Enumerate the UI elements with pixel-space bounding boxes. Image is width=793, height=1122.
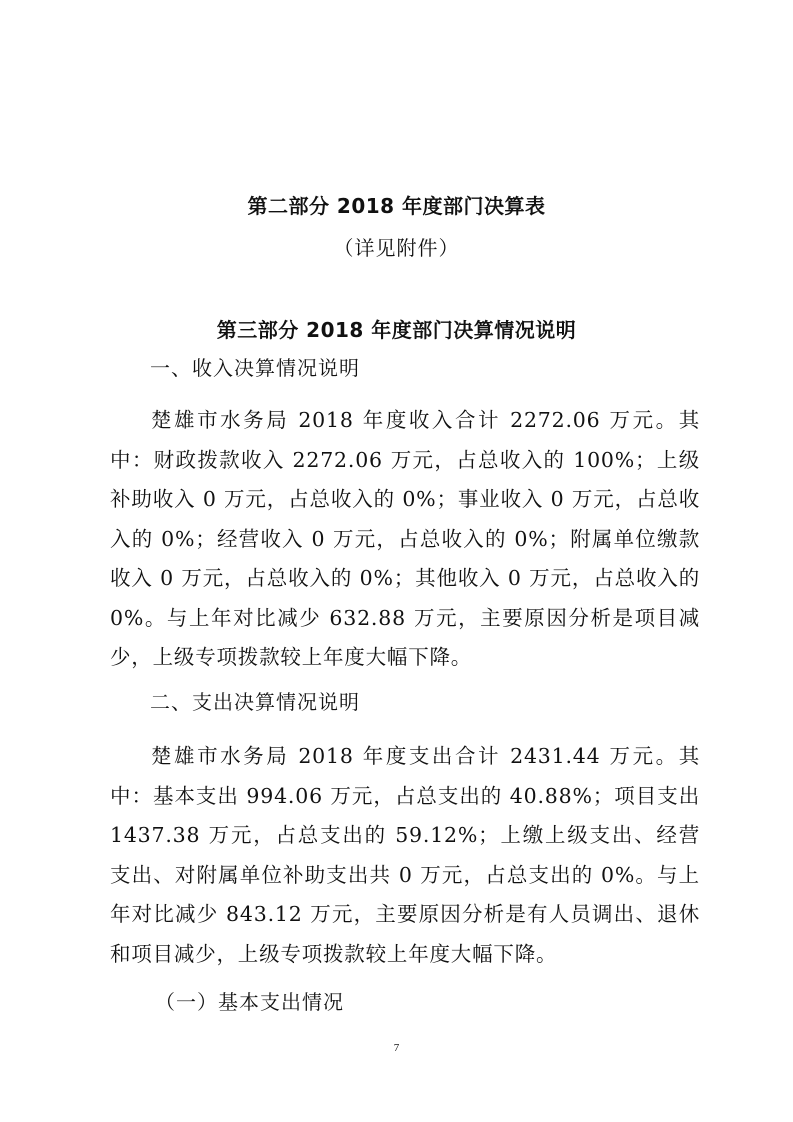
income-paragraph: 楚雄市水务局 2018 年度收入合计 2272.06 万元。其中：财政拨款收入 2272.06 万元，占总收入的 100%；上级补助收入 0 万元，占总收入的 0%；事业收入 0 万元，占总收入的 0%；经营收入 0 万元，占总收入的 0%；附属单位缴款收入 0 万元，占总收入的 0%；其他收入 0 万元，占总收入的 0%。与上年对比减少 632.88 万元，主要原因分析是项目减少，上级专项拨款较上年度大幅下降。 bbox=[110, 408, 700, 669]
expenditure-paragraph: 楚雄市水务局 2018 年度支出合计 2431.44 万元。其中：基本支出 994.06 万元，占总支出的 40.88%；项目支出 1437.38 万元，占总支出的 59.12%；上缴上级支出、经营支出、对附属单位补助支出共 0 万元，占总支出的 0%。与上年对比减少 843.12 万元，主要原因分析是有人员调出、退休和项目减少，上级专项拨款较上年度大幅下降。 bbox=[110, 744, 700, 966]
part2-note: （详见附件） bbox=[333, 236, 460, 260]
page-number: 7 bbox=[393, 1042, 400, 1054]
expenditure-heading: 二、支出决算情况说明 bbox=[150, 690, 360, 714]
basic-expenditure-heading: （一）基本支出情况 bbox=[155, 990, 344, 1014]
part2-title: 第二部分 2018 年度部门决算表 bbox=[247, 194, 546, 218]
income-heading: 一、收入决算情况说明 bbox=[150, 356, 360, 380]
part3-title: 第三部分 2018 年度部门决算情况说明 bbox=[216, 318, 577, 342]
